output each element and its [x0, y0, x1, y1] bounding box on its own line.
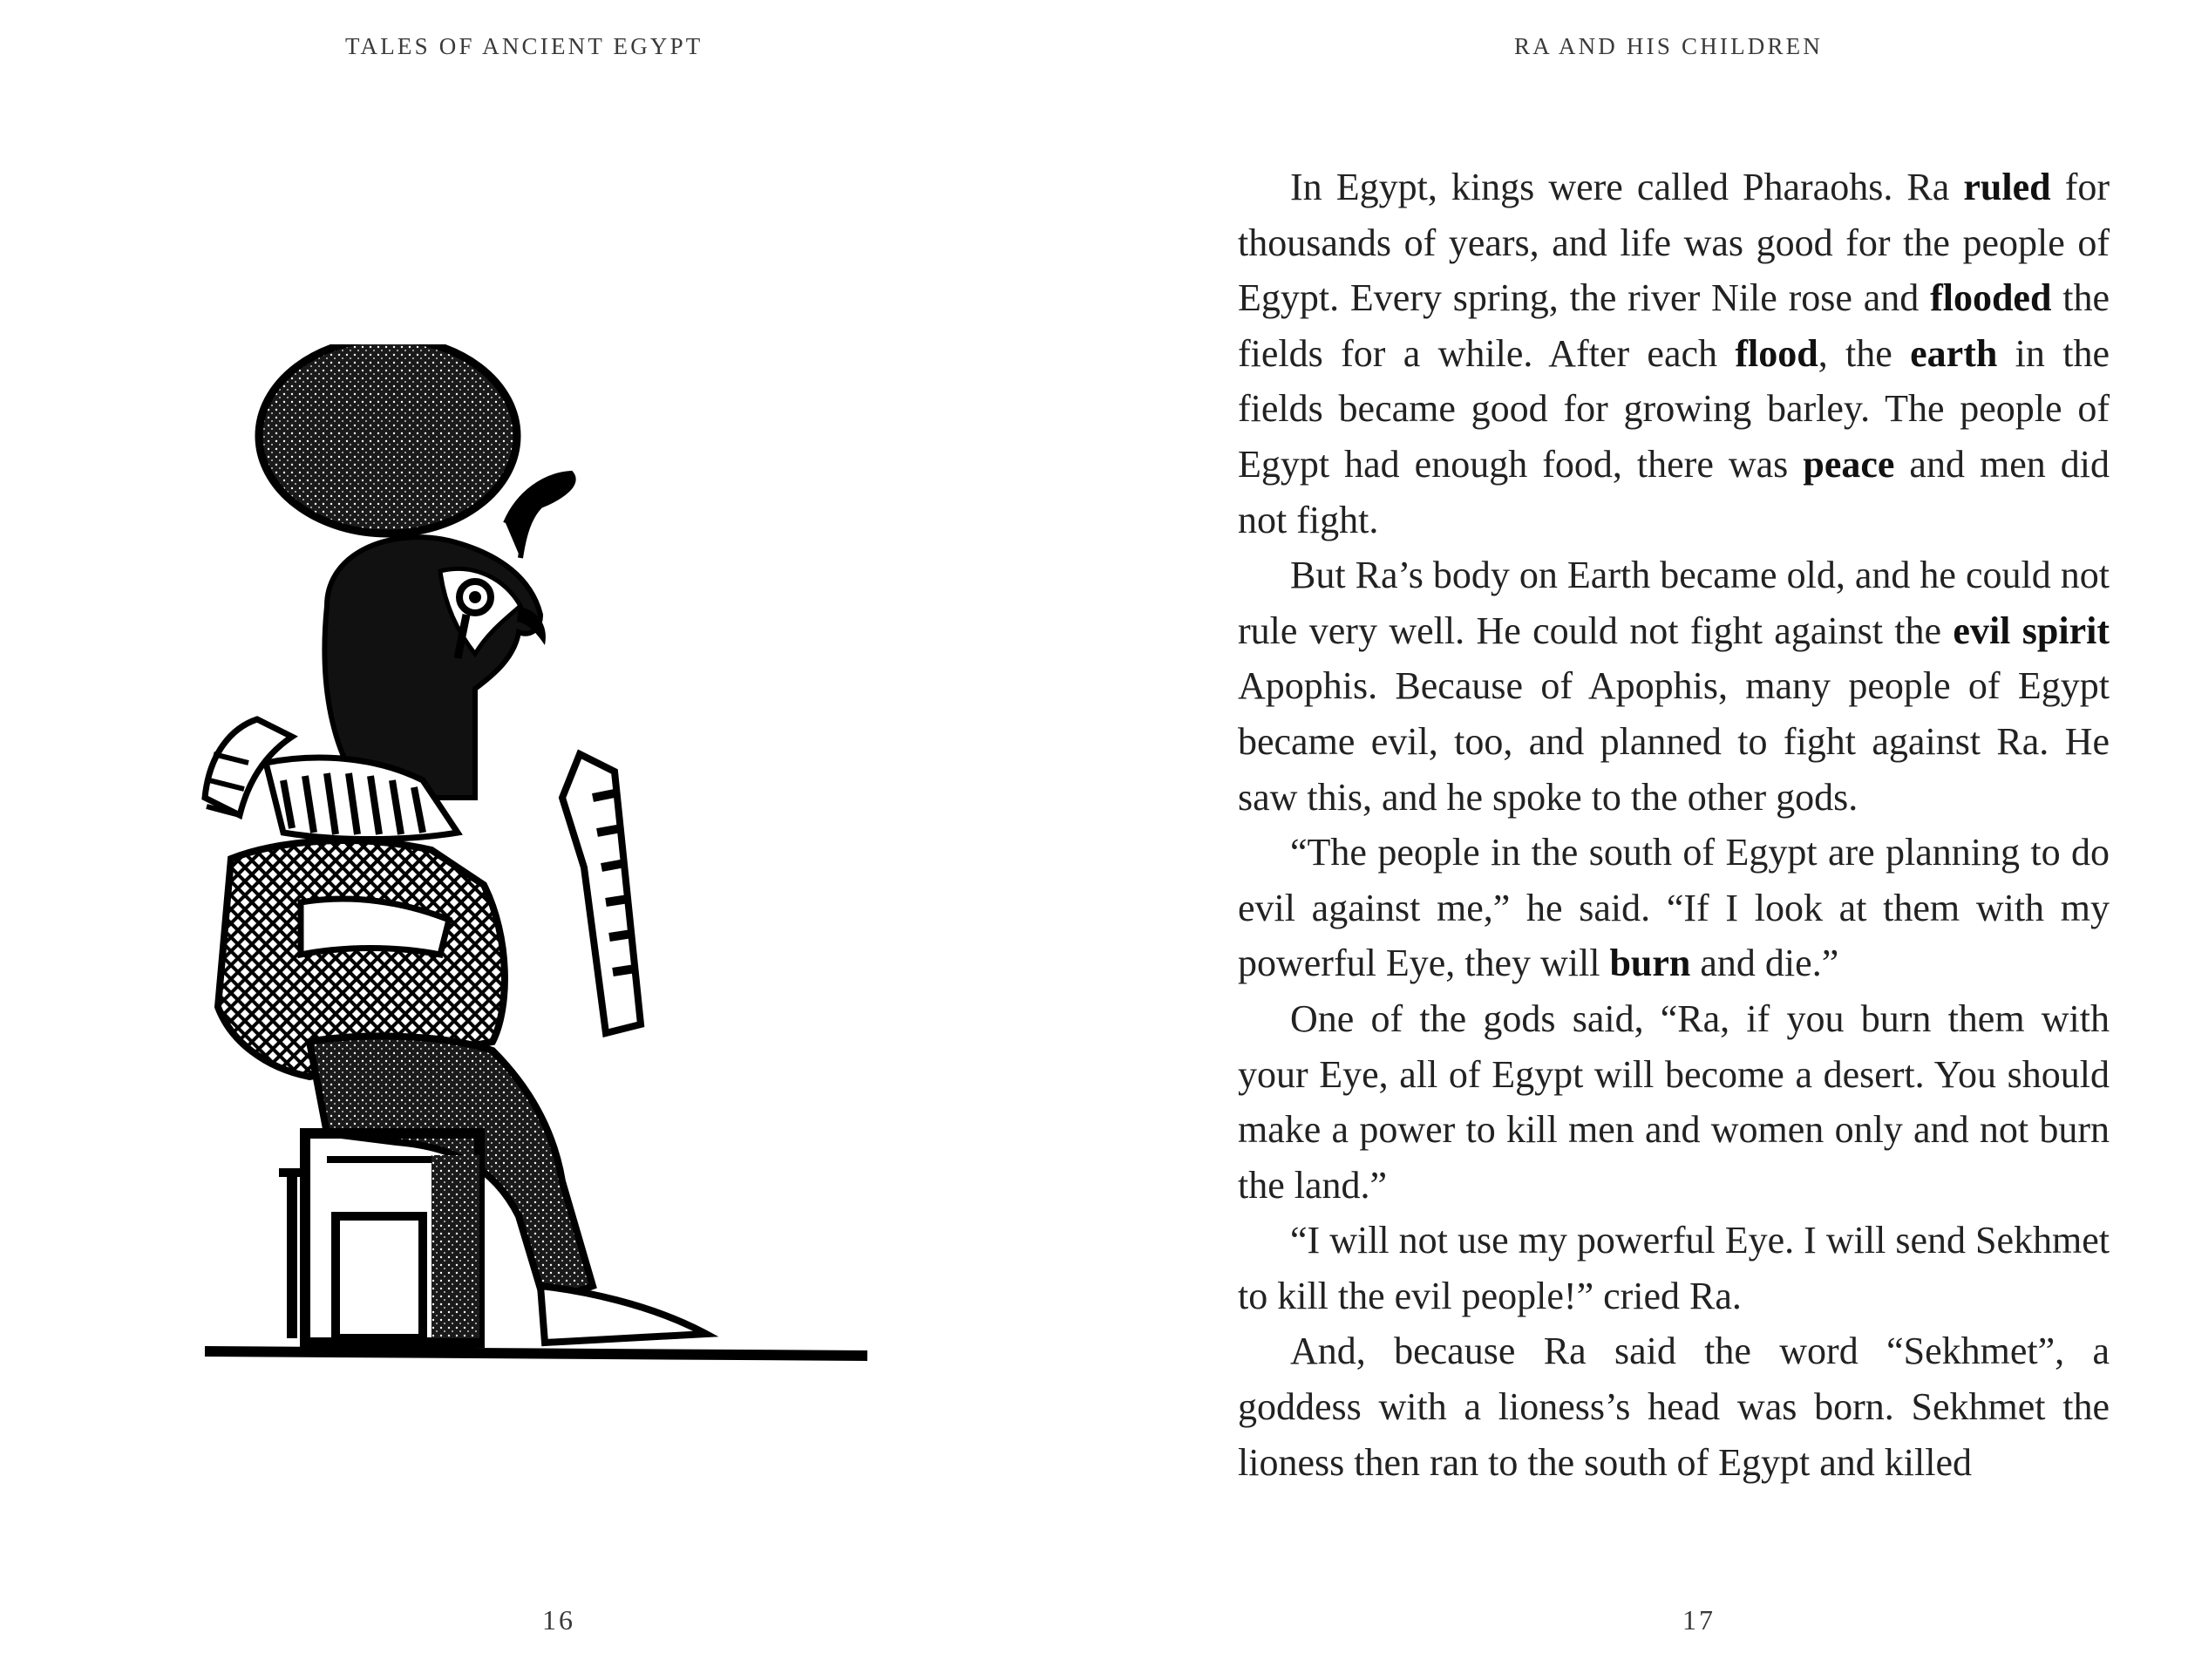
glossary-word: peace — [1803, 442, 1895, 486]
paragraph — [1238, 991, 2110, 1213]
text-run: for thousands of years, and life was good for the people of Egypt. Every spring, the river Nile rose and — [1238, 166, 2110, 320]
foot — [540, 1286, 706, 1343]
glossary-word: earth — [1910, 331, 1998, 375]
uraeus — [506, 473, 574, 558]
text-run: and die.” — [1690, 942, 1839, 985]
text-run: and men did not fight. — [1238, 442, 2110, 541]
paragraph — [1238, 160, 2110, 548]
glossary-word: flooded — [1930, 276, 2052, 320]
text-run: “The people in the south of Egypt are planning to do evil against me,” he said. “If I look at them with my powerful Eye, they will — [1238, 831, 2110, 985]
text-run: Apophis. Because of Apophis, many people of Egypt became evil, too, and planned to fight against Ra. He saw this, and he spoke to the other gods. — [1238, 664, 2110, 819]
text-run: the fields for a while. After each — [1238, 276, 2110, 375]
paragraph — [1238, 825, 2110, 991]
paragraph — [1238, 1323, 2110, 1490]
glossary-word: ruled — [1963, 166, 2051, 208]
text-run: in the fields became good for growing barley. The people of Egypt had enough food, there was — [1238, 331, 2110, 486]
text-run: One of the gods said, “Ra, if you burn them with your Eye, all of Egypt will become a desert. You should make a power to kill men and women only and not burn the land.” — [1238, 996, 2110, 1207]
ground-line — [205, 1351, 867, 1356]
page-number-left: 16 — [542, 1604, 575, 1636]
seated-falcon-headed-god-illustration — [196, 344, 937, 1391]
text-run: But Ra’s body on Earth became old, and he could not rule very well. He could not fight against the — [1238, 554, 2110, 652]
paragraph — [1238, 1213, 2110, 1323]
body-text — [1238, 160, 2110, 1490]
running-head-chapter-title: RA AND HIS CHILDREN — [1514, 33, 1824, 59]
running-head-book-title: TALES OF ANCIENT EGYPT — [345, 33, 703, 59]
text-run: “I will not use my powerful Eye. I will send Sekhmet to kill the evil people!” cried Ra. — [1238, 1219, 2110, 1317]
paragraph — [1238, 548, 2110, 825]
sun-disc — [259, 344, 517, 534]
text-run: In Egypt, kings were called Pharaohs. Ra — [1290, 166, 1964, 208]
glossary-word: evil spirit — [1953, 609, 2110, 652]
page-number-right: 17 — [1682, 1604, 1716, 1636]
glossary-word: burn — [1609, 942, 1691, 985]
glossary-word: flood — [1735, 331, 1818, 375]
right-page — [1094, 0, 2188, 1680]
text-run: And, because Ra said the word “Sekhmet”, a goddess with a lioness’s head was born. Sekhmet the lioness then ran to the south of Egypt and killed — [1238, 1330, 2110, 1484]
text-run: , the — [1818, 331, 1911, 375]
